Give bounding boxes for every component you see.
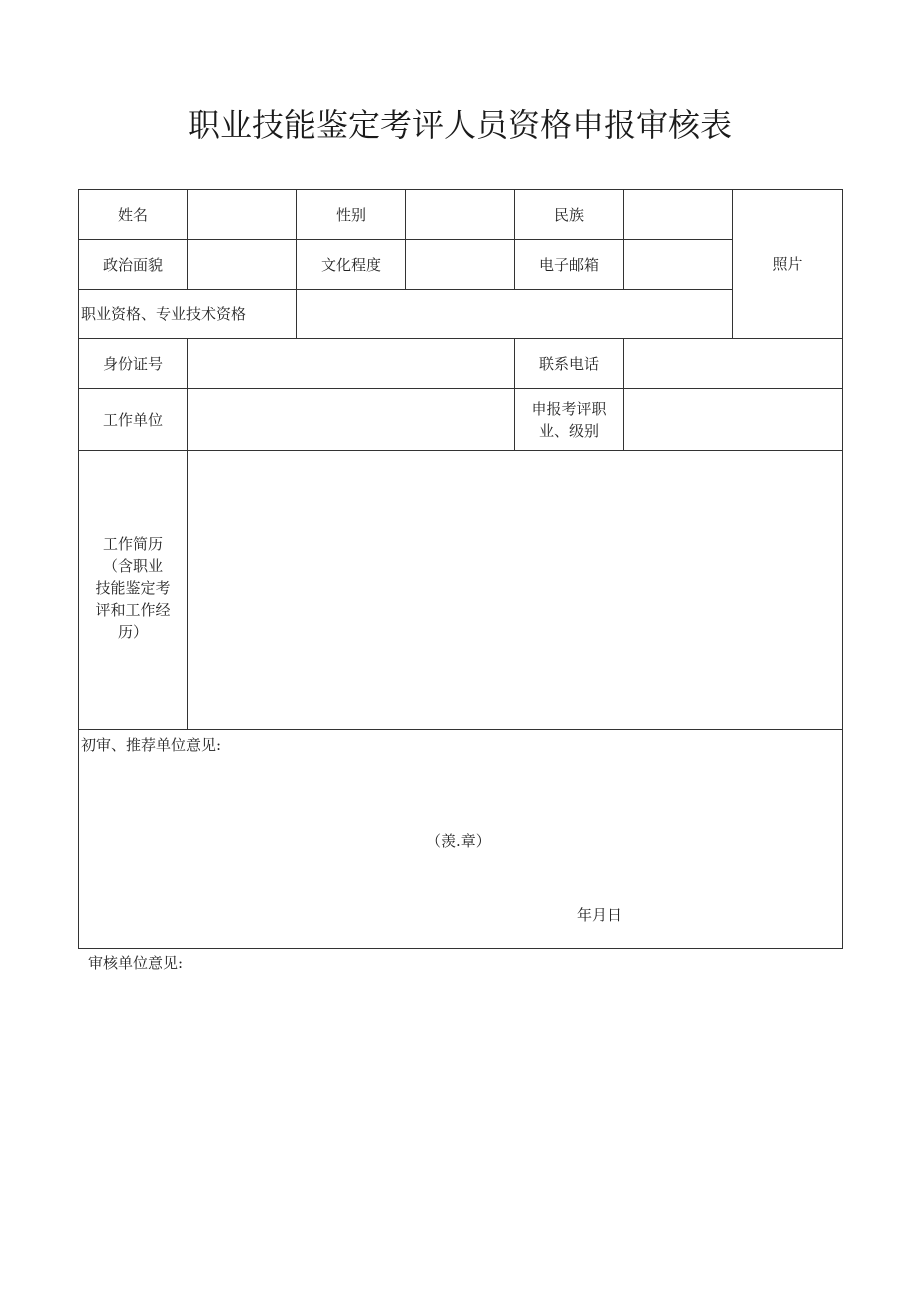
id-number-label: 身份证号 — [79, 339, 188, 389]
resume-label — [79, 451, 188, 730]
initial-review-label: 初审、推荐单位意见: — [81, 736, 222, 754]
application-form-table — [78, 189, 843, 949]
qualification-label: 职业资格、专业技术资格 — [79, 290, 297, 339]
resume-label-line3: 技能鉴定考 — [95, 579, 171, 597]
email-label: 电子邮箱 — [515, 240, 624, 290]
employer-label: 工作单位 — [79, 389, 188, 451]
ethnicity-label: 民族 — [515, 190, 624, 240]
table-row — [79, 190, 843, 240]
phone-label: 联系电话 — [515, 339, 624, 389]
gender-label: 性别 — [297, 190, 406, 240]
table-row — [79, 389, 843, 451]
resume-field[interactable] — [188, 451, 843, 730]
political-status-label: 政治面貌 — [79, 240, 188, 290]
resume-label-line2: （含职业 — [102, 557, 163, 575]
table-row — [79, 290, 843, 339]
resume-label-line4: 评和工作经 — [95, 601, 171, 619]
apply-label-line2: 业、级别 — [538, 421, 599, 440]
photo-label: 照片 — [772, 255, 803, 273]
seal-text: （羡.章） — [426, 832, 491, 850]
date-text: 年月日 — [577, 906, 623, 924]
ethnicity-field[interactable] — [624, 190, 733, 240]
review-unit-label: 审核单位意见: — [88, 954, 184, 972]
apply-label-line1: 申报考评职 — [531, 399, 607, 418]
apply-occupation-label — [515, 389, 624, 451]
photo-box[interactable] — [733, 190, 843, 339]
table-row — [79, 339, 843, 389]
phone-field[interactable] — [624, 339, 843, 389]
table-row — [79, 240, 843, 290]
political-status-field[interactable] — [188, 240, 297, 290]
name-label: 姓名 — [79, 190, 188, 240]
resume-label-line1: 工作简历 — [102, 535, 163, 553]
page-title: 职业技能鉴定考评人员资格申报审核表 — [187, 106, 732, 144]
employer-field[interactable] — [188, 389, 515, 451]
gender-field[interactable] — [406, 190, 515, 240]
table-row — [79, 451, 843, 730]
name-field[interactable] — [188, 190, 297, 240]
initial-review-box[interactable] — [79, 730, 843, 949]
education-field[interactable] — [406, 240, 515, 290]
education-label: 文化程度 — [297, 240, 406, 290]
email-field[interactable] — [624, 240, 733, 290]
table-row — [79, 730, 843, 949]
resume-label-line5: 历） — [117, 623, 148, 641]
apply-occupation-field[interactable] — [624, 389, 843, 451]
id-number-field[interactable] — [188, 339, 515, 389]
qualification-field[interactable] — [297, 290, 733, 339]
